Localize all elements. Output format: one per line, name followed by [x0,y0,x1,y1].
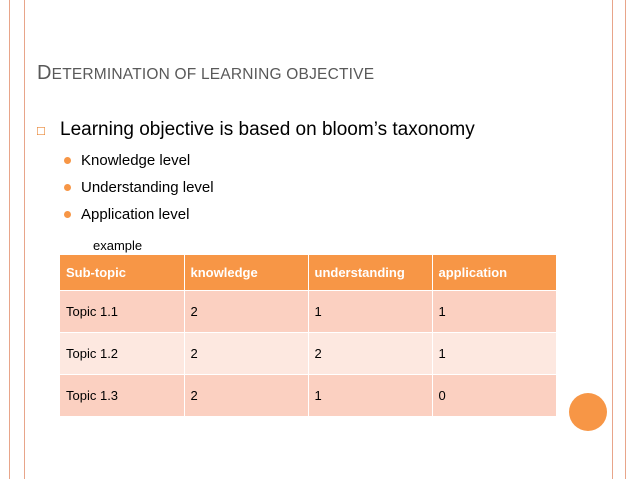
table-header-cell: application [432,255,556,291]
slide-title-rest: ETERMINATION OF LEARNING OBJECTIVE [51,66,375,83]
table-cell: 1 [308,291,432,333]
slide-title-initial: D [37,62,52,84]
taxonomy-table [60,255,557,417]
table-header-row [60,255,556,291]
table-header-cell: knowledge [184,255,308,291]
table-row [60,291,556,333]
table-cell: 2 [308,333,432,375]
table-row [60,333,556,375]
sub-bullet-text: Understanding level [81,179,214,196]
table-header-cell: understanding [308,255,432,291]
filled-circle-bullet-icon [64,211,71,218]
sub-bullet-text: Application level [81,206,190,223]
table-cell: 2 [184,375,308,417]
table-cell: 1 [432,333,556,375]
table-cell: 1 [432,291,556,333]
hollow-square-bullet-icon: □ [37,122,45,138]
table-caption: example [93,238,143,253]
main-bullet [37,119,475,141]
table-cell: Topic 1.3 [60,375,184,417]
filled-circle-bullet-icon [64,184,71,191]
sub-bullet-text: Knowledge level [81,152,191,169]
sub-bullet-item [64,201,214,228]
filled-circle-bullet-icon [64,157,71,164]
left-frame-decoration [9,0,25,479]
table-cell: Topic 1.1 [60,291,184,333]
sub-bullet-list [64,147,214,228]
table-cell: Topic 1.2 [60,333,184,375]
sub-bullet-item [64,174,214,201]
table-cell: 2 [184,333,308,375]
slide-title [37,62,374,85]
main-bullet-text: Learning objective is based on bloom’s taxonomy [60,119,475,140]
sub-bullet-item [64,147,214,174]
decorative-circle [569,393,607,431]
table-cell: 2 [184,291,308,333]
table-cell: 0 [432,375,556,417]
table-header-cell: Sub-topic [60,255,184,291]
table-row [60,375,556,417]
right-frame-decoration [612,0,626,479]
table-cell: 1 [308,375,432,417]
